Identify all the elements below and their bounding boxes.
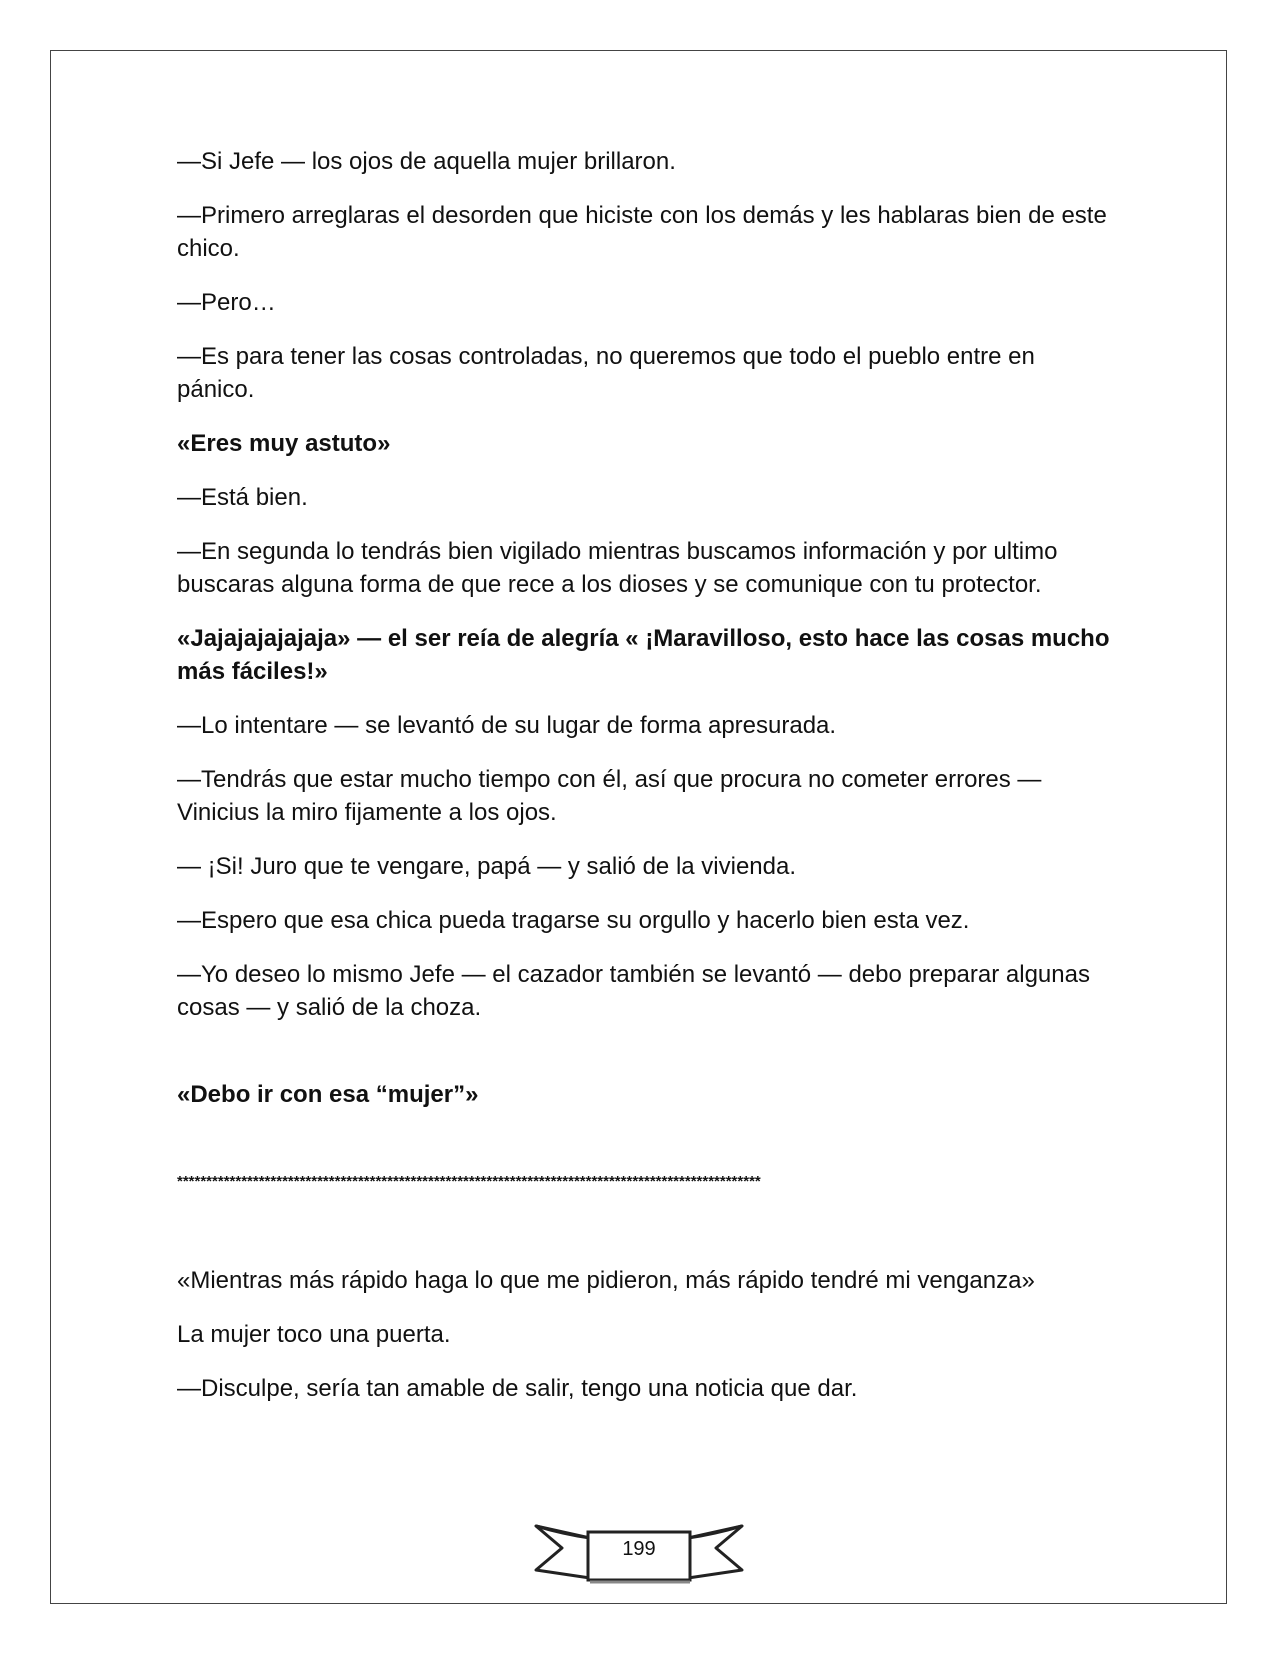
paragraph: —Yo deseo lo mismo Jefe — el cazador también se levantó — debo preparar algunas cosas — y salió de la choza. bbox=[177, 961, 1090, 1021]
spacer bbox=[177, 1198, 1117, 1264]
paragraph: «Mientras más rápido haga lo que me pidieron, más rápido tendré mi venganza» bbox=[177, 1267, 1035, 1294]
paragraph: —Es para tener las cosas controladas, no queremos que todo el pueblo entre en pánico. bbox=[177, 343, 1035, 403]
scene-separator: **************************************************************************************************** bbox=[177, 1173, 761, 1190]
paragraph: «Jajajajajajaja» — el ser reía de alegría « ¡Maravilloso, esto hace las cosas mucho más fáciles!» bbox=[177, 625, 1110, 685]
thought-paragraph: «Debo ir con esa “mujer”» bbox=[177, 1081, 479, 1108]
paragraph: «Eres muy astuto» bbox=[177, 430, 391, 457]
paragraph: —Lo intentare — se levantó de su lugar de forma apresurada. bbox=[177, 712, 837, 739]
page-body bbox=[177, 145, 1117, 1426]
paragraph: —Primero arreglaras el desorden que hiciste con los demás y les hablaras bien de este chico. bbox=[177, 202, 1107, 262]
paragraph: —Si Jefe — los ojos de aquella mujer brillaron. bbox=[177, 148, 676, 175]
paragraph: La mujer toco una puerta. bbox=[177, 1321, 451, 1348]
page-number: 199 bbox=[622, 1538, 656, 1560]
paragraphs-top bbox=[177, 145, 1117, 1024]
spacer bbox=[177, 1045, 1117, 1078]
spacer bbox=[177, 1132, 1117, 1165]
paragraph: —Pero… bbox=[177, 289, 276, 316]
paragraph: —Disculpe, sería tan amable de salir, tengo una noticia que dar. bbox=[177, 1375, 858, 1402]
paragraph: —Tendrás que estar mucho tiempo con él, así que procura no cometer errores — Vinicius la miro fijamente a los ojos. bbox=[177, 766, 1042, 826]
paragraph: —Está bien. bbox=[177, 484, 308, 511]
paragraph: —Espero que esa chica pueda tragarse su orgullo y hacerlo bien esta vez. bbox=[177, 907, 970, 934]
paragraphs-bottom bbox=[177, 1264, 1117, 1405]
paragraph: — ¡Si! Juro que te vengare, papá — y salió de la vivienda. bbox=[177, 853, 797, 880]
paragraph: —En segunda lo tendrás bien vigilado mientras buscamos información y por ultimo buscaras alguna forma de que rece a los dioses y se comunique con tu protector. bbox=[177, 538, 1058, 598]
